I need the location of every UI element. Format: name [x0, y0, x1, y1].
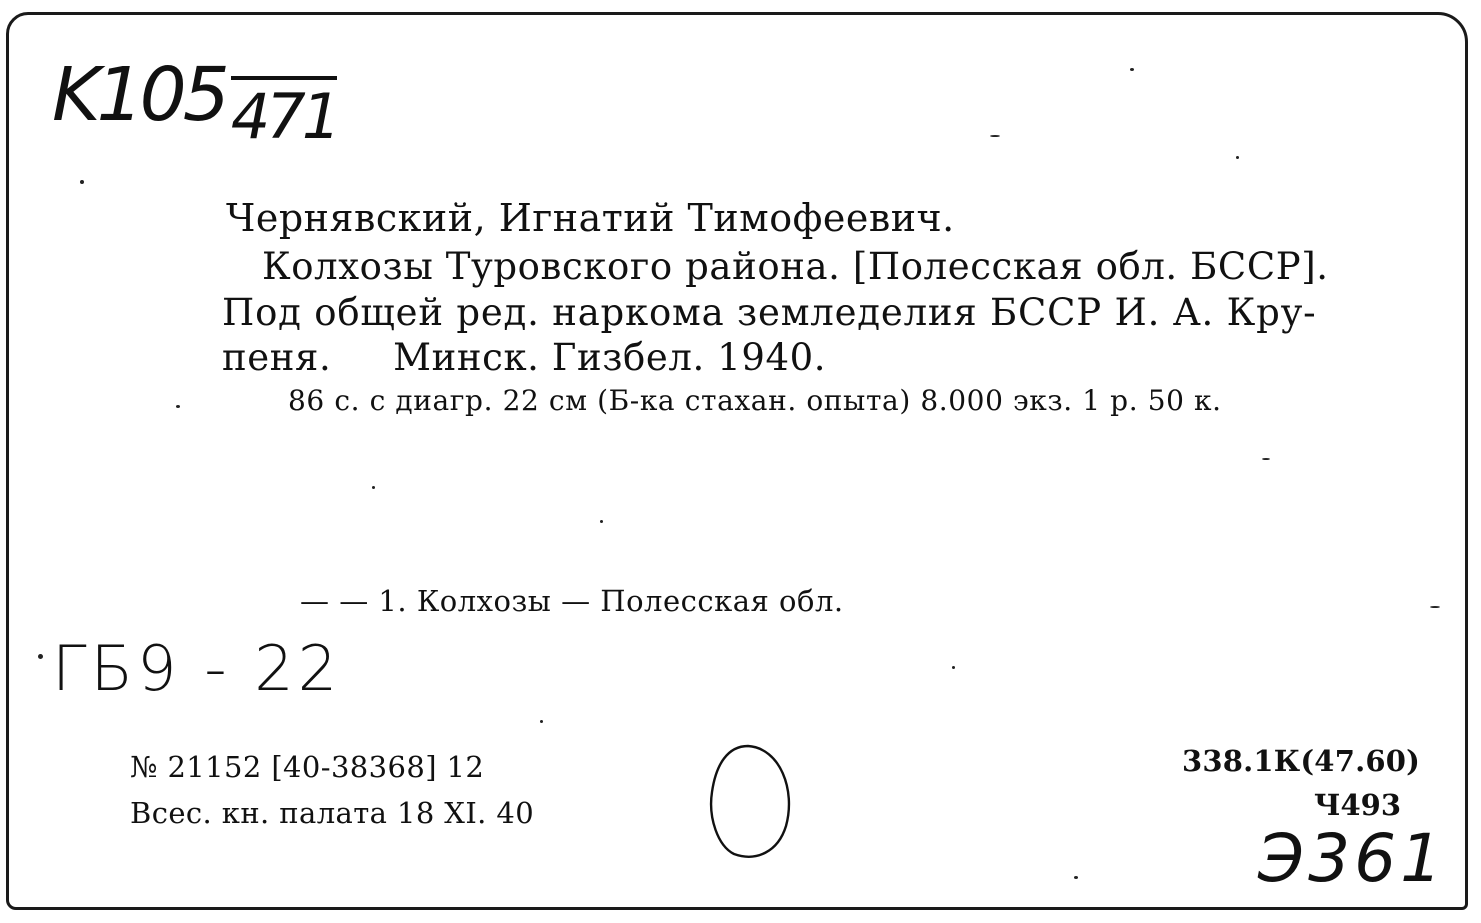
- title-line-1: Колхозы Туровского района. [Полесская обл. БССР].: [262, 245, 1329, 288]
- record-number: № 21152 [40-38368] 12: [130, 750, 485, 784]
- speck: [1130, 68, 1134, 71]
- book-chamber-date: Всес. кн. палата 18 XI. 40: [130, 796, 535, 830]
- speck: [1074, 876, 1078, 879]
- handwritten-number: Э361: [1258, 820, 1447, 897]
- oval-stamp: [700, 740, 800, 865]
- shelf-mark-sub: 471: [231, 76, 337, 153]
- speck: [1430, 606, 1440, 608]
- speck: [176, 405, 180, 408]
- speck: [600, 520, 603, 523]
- speck: [540, 720, 543, 723]
- speck: [990, 135, 1000, 137]
- speck: [952, 666, 955, 669]
- speck: [1262, 458, 1270, 460]
- physical-description: 86 с. с диагр. 22 см (Б-ка стахан. опыта) 8.000 экз. 1 р. 50 к.: [288, 384, 1222, 417]
- speck: [372, 486, 375, 489]
- author-mark: Ч493: [1314, 788, 1402, 822]
- speck: [1236, 156, 1239, 159]
- speck: [80, 180, 84, 184]
- author-heading: Чернявский, Игнатий Тимофеевич.: [226, 196, 955, 240]
- shelf-mark: [52, 52, 338, 153]
- shelf-mark-main: K105: [52, 52, 226, 138]
- classification-number: 338.1К(47.60): [1182, 744, 1421, 778]
- subject-heading: — — 1. Колхозы — Полесская обл.: [300, 584, 844, 618]
- handwritten-code: ГБ9 - 22: [52, 632, 342, 705]
- speck: [38, 654, 43, 659]
- title-line-2: Под общей ред. наркома земледелия БССР И. А. Кру-: [222, 291, 1317, 334]
- title-line-3: пеня. Минск. Гизбел. 1940.: [222, 336, 827, 379]
